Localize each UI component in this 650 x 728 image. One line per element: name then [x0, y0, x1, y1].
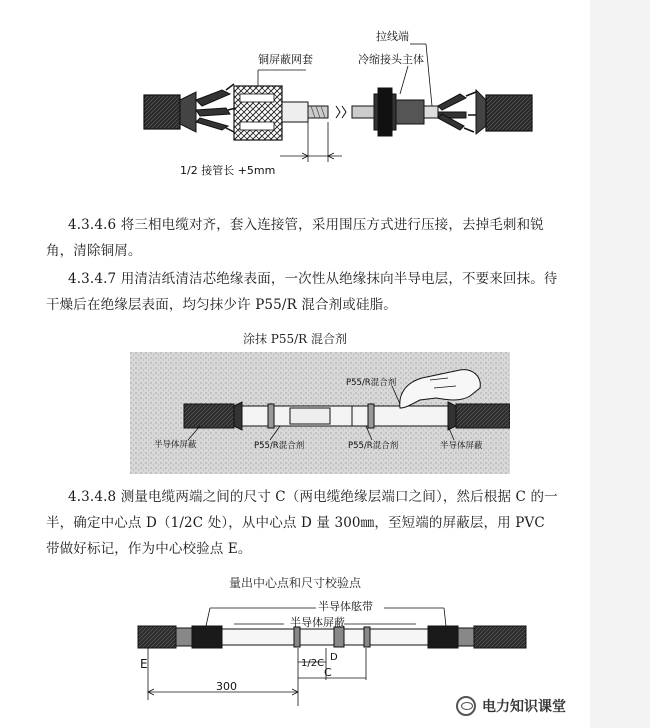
label-semi-tape: 半导体舷带 [318, 600, 373, 613]
figure-p55-compound [130, 352, 510, 474]
figure-cable-joint-diagram [130, 22, 550, 197]
label-compound-right: P55/R混合剂 [348, 441, 399, 451]
right-gutter [590, 0, 650, 728]
wechat-icon [456, 696, 476, 716]
paragraph-4346: 4.3.4.6 将三相电缆对齐，套入连接管，采用围压方式进行压接，去掉毛刺和锐角，清除铜屑。 [46, 217, 544, 259]
paragraph-4347: 4.3.4.7 用清洁纸清洁芯绝缘表面，一次性从绝缘抹向半导电层，不要来回抹。待干燥后在绝缘层表面，均匀抹少许 P55/R 混合剂或硅脂。 [46, 271, 558, 313]
p55-compound-illustration [130, 352, 510, 474]
figure3-caption: 量出中心点和尺寸校验点 [228, 576, 361, 590]
figure2-caption: 涂抹 P55/R 混合剂 [242, 332, 348, 346]
label-D: D [330, 652, 338, 663]
label-semi-shield-right: 半导体屏蔽 [440, 441, 483, 451]
label-E: E [140, 657, 148, 671]
label-copper-mesh: 铜屏蔽网套 [258, 53, 313, 66]
label-semi-shield-left: 半导体屏蔽 [154, 440, 197, 450]
label-C: C [324, 666, 332, 679]
watermark [456, 696, 566, 716]
label-half-c: 1/2C [301, 658, 325, 669]
label-compound-top: P55/R混合剂 [346, 378, 397, 388]
paragraph-4348: 4.3.4.8 测量电缆两端之间的尺寸 C（两电缆绝缘层端口之间），然后根据 C 的一半，确定中心点 D（1/2C 处），从中心点 D 量 300㎜，至短端的屏蔽层，用 PVC 带做好标记，作为中心校验点 E。 [46, 489, 558, 557]
cable-joint-illustration [130, 22, 550, 197]
label-half-tube: 1/2 接管长 +5mm [180, 164, 276, 177]
watermark-text: 电力知识课堂 [482, 699, 566, 715]
label-300: 300 [216, 680, 237, 693]
label-compound-left: P55/R混合剂 [254, 441, 305, 451]
label-semi-shield: 半导体屏蔽 [290, 616, 345, 629]
label-cold-shrink-body: 冷缩接头主体 [358, 53, 424, 66]
label-pull-end: 拉线端 [376, 30, 409, 43]
